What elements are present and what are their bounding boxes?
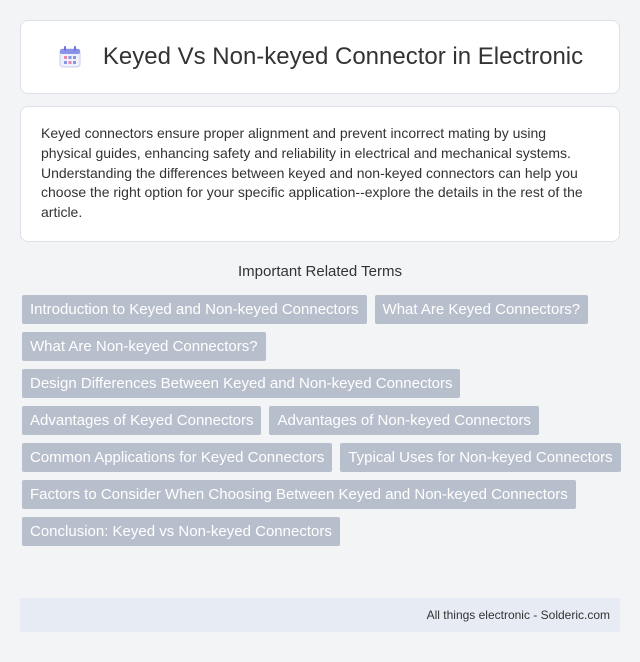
title-card [20,20,620,94]
related-terms-heading: Important Related Terms [238,263,402,280]
related-terms-list [22,295,622,546]
related-term-tag[interactable]: Conclusion: Keyed vs Non-keyed Connectors [22,517,340,546]
footer [20,598,620,632]
intro-paragraph: Keyed connectors ensure proper alignment and prevent incorrect mating by using physical guides, enhancing safety and reliability in electrical and mechanical systems. Understanding the differences between keyed and non-keyed connectors can help you choose the right option for your specific application--explore the details in the rest of the article. [41,125,583,221]
related-term-tag[interactable]: Typical Uses for Non-keyed Connectors [340,443,620,472]
intro-card [20,106,620,242]
related-term-tag[interactable]: What Are Non-keyed Connectors? [22,332,266,361]
related-term-tag[interactable]: Advantages of Non-keyed Connectors [269,406,538,435]
page-title: Keyed Vs Non-keyed Connector in Electronic [102,43,584,70]
calendar-icon [57,44,83,70]
related-term-tag[interactable]: Advantages of Keyed Connectors [22,406,261,435]
related-term-tag[interactable]: Introduction to Keyed and Non-keyed Connectors [22,295,367,324]
related-term-tag[interactable]: Common Applications for Keyed Connectors [22,443,332,472]
footer-credit: All things electronic - Solderic.com [426,608,610,622]
related-term-tag[interactable]: What Are Keyed Connectors? [375,295,589,324]
related-term-tag[interactable]: Factors to Consider When Choosing Between Keyed and Non-keyed Connectors [22,480,576,509]
related-term-tag[interactable]: Design Differences Between Keyed and Non-keyed Connectors [22,369,460,398]
